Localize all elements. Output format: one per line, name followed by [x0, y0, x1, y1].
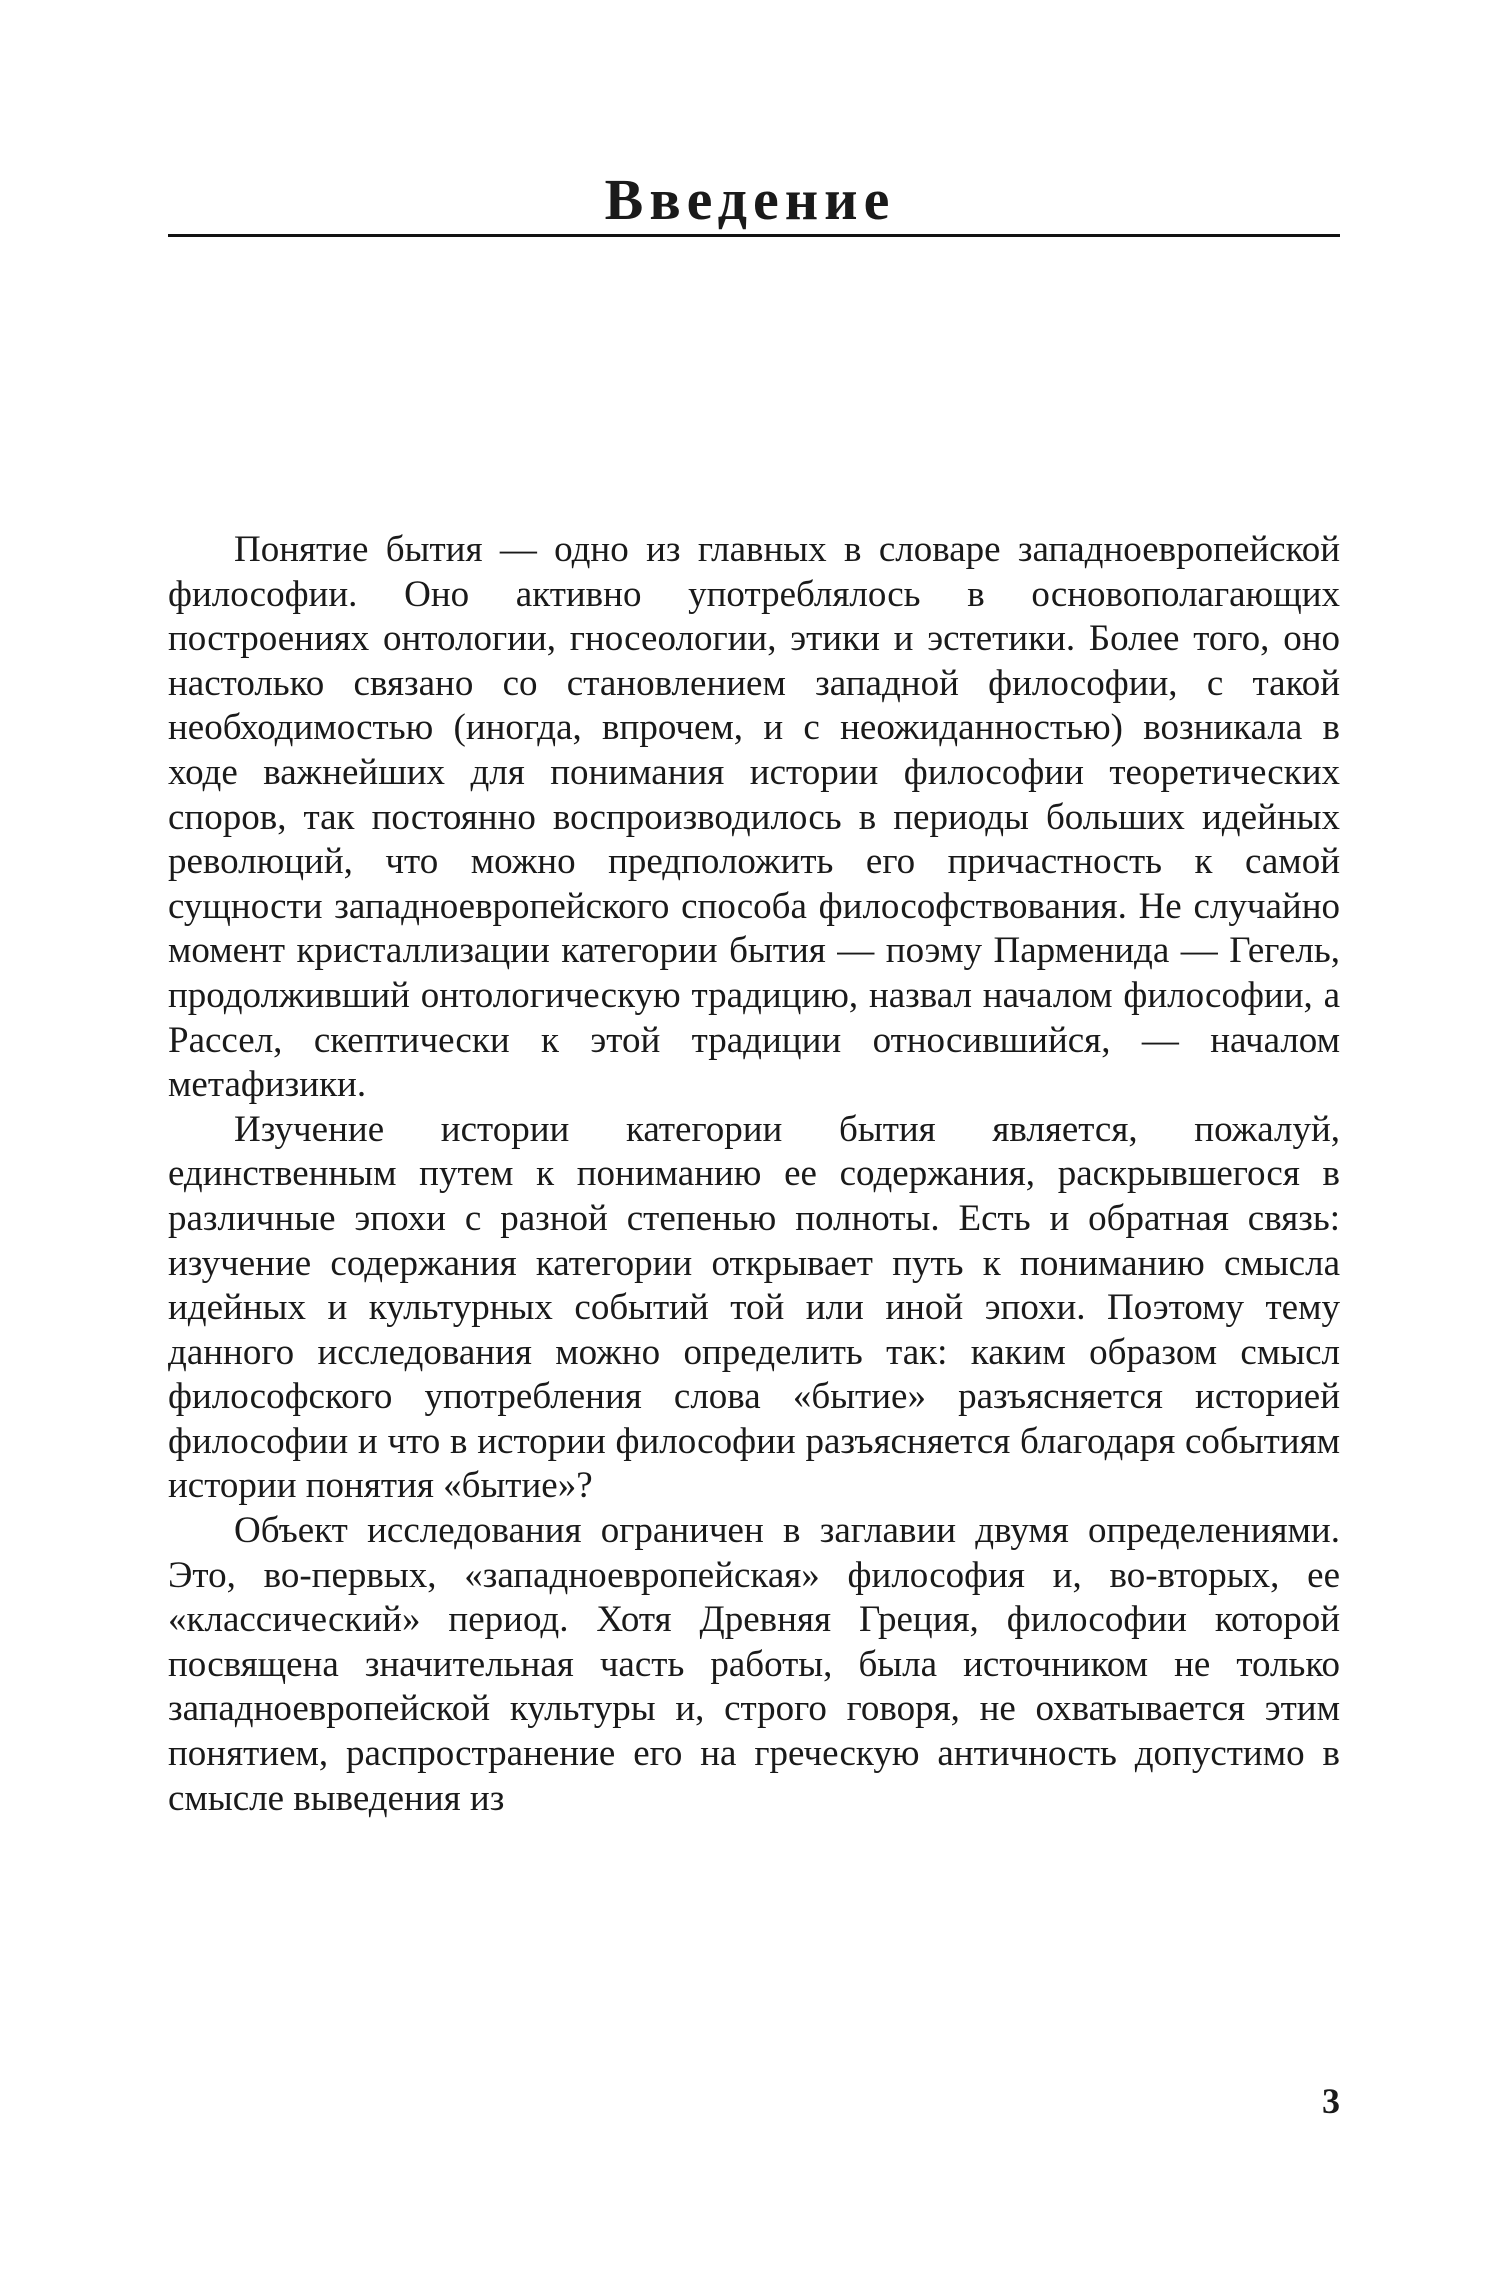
title-divider — [168, 234, 1340, 237]
paragraph-1: Понятие бытия — одно из главных в словаре западноевропейской философии. Оно активно употреблялось в основополагающих построениях онтологии, гносеологии, этики и эстетики. Более того, оно настолько связано со становлением западной философии, с такой необходимостью (иногда, впрочем, и с неожиданностью) возникала в ходе важнейших для понимания истории философии теоретических споров, так постоянно воспроизводилось в периоды больших идейных революций, что можно предположить его причастность к самой сущности западноевропейского способа философствования. Не случайно момент кристаллизации категории бытия — поэму Парменида — Гегель, продолживший онтологическую традицию, назвал началом философии, а Рассел, скептически к этой традиции относившийся, — началом метафизики. — [168, 529, 1340, 1106]
chapter-title: Введение — [604, 166, 896, 232]
body-text — [168, 528, 1340, 1821]
page-number: 3 — [1322, 2081, 1340, 2121]
paragraph-3: Объект исследования ограничен в заглавии двумя определениями. Это, во-первых, «западноевропейская» философия и, во-вторых, ее «классический» период. Хотя Древняя Греция, философии которой посвящена значительная часть работы, была источником не только западноевропейской культуры и, строго говоря, не охватывается этим понятием, распространение его на греческую античность допустимо в смысле выведения из — [168, 1510, 1340, 1819]
paragraph-2: Изучение истории категории бытия является, пожалуй, единственным путем к пониманию ее содержания, раскрывшегося в различные эпохи с разной степенью полноты. Есть и обратная связь: изучение содержания категории открывает путь к пониманию смысла идейных и культурных событий той или иной эпохи. Поэтому тему данного исследования можно определить так: каким образом смысл философского употребления слова «бытие» разъясняется историей философии и что в истории философии разъясняется благодаря событиям истории понятия «бытие»? — [168, 1108, 1340, 1507]
